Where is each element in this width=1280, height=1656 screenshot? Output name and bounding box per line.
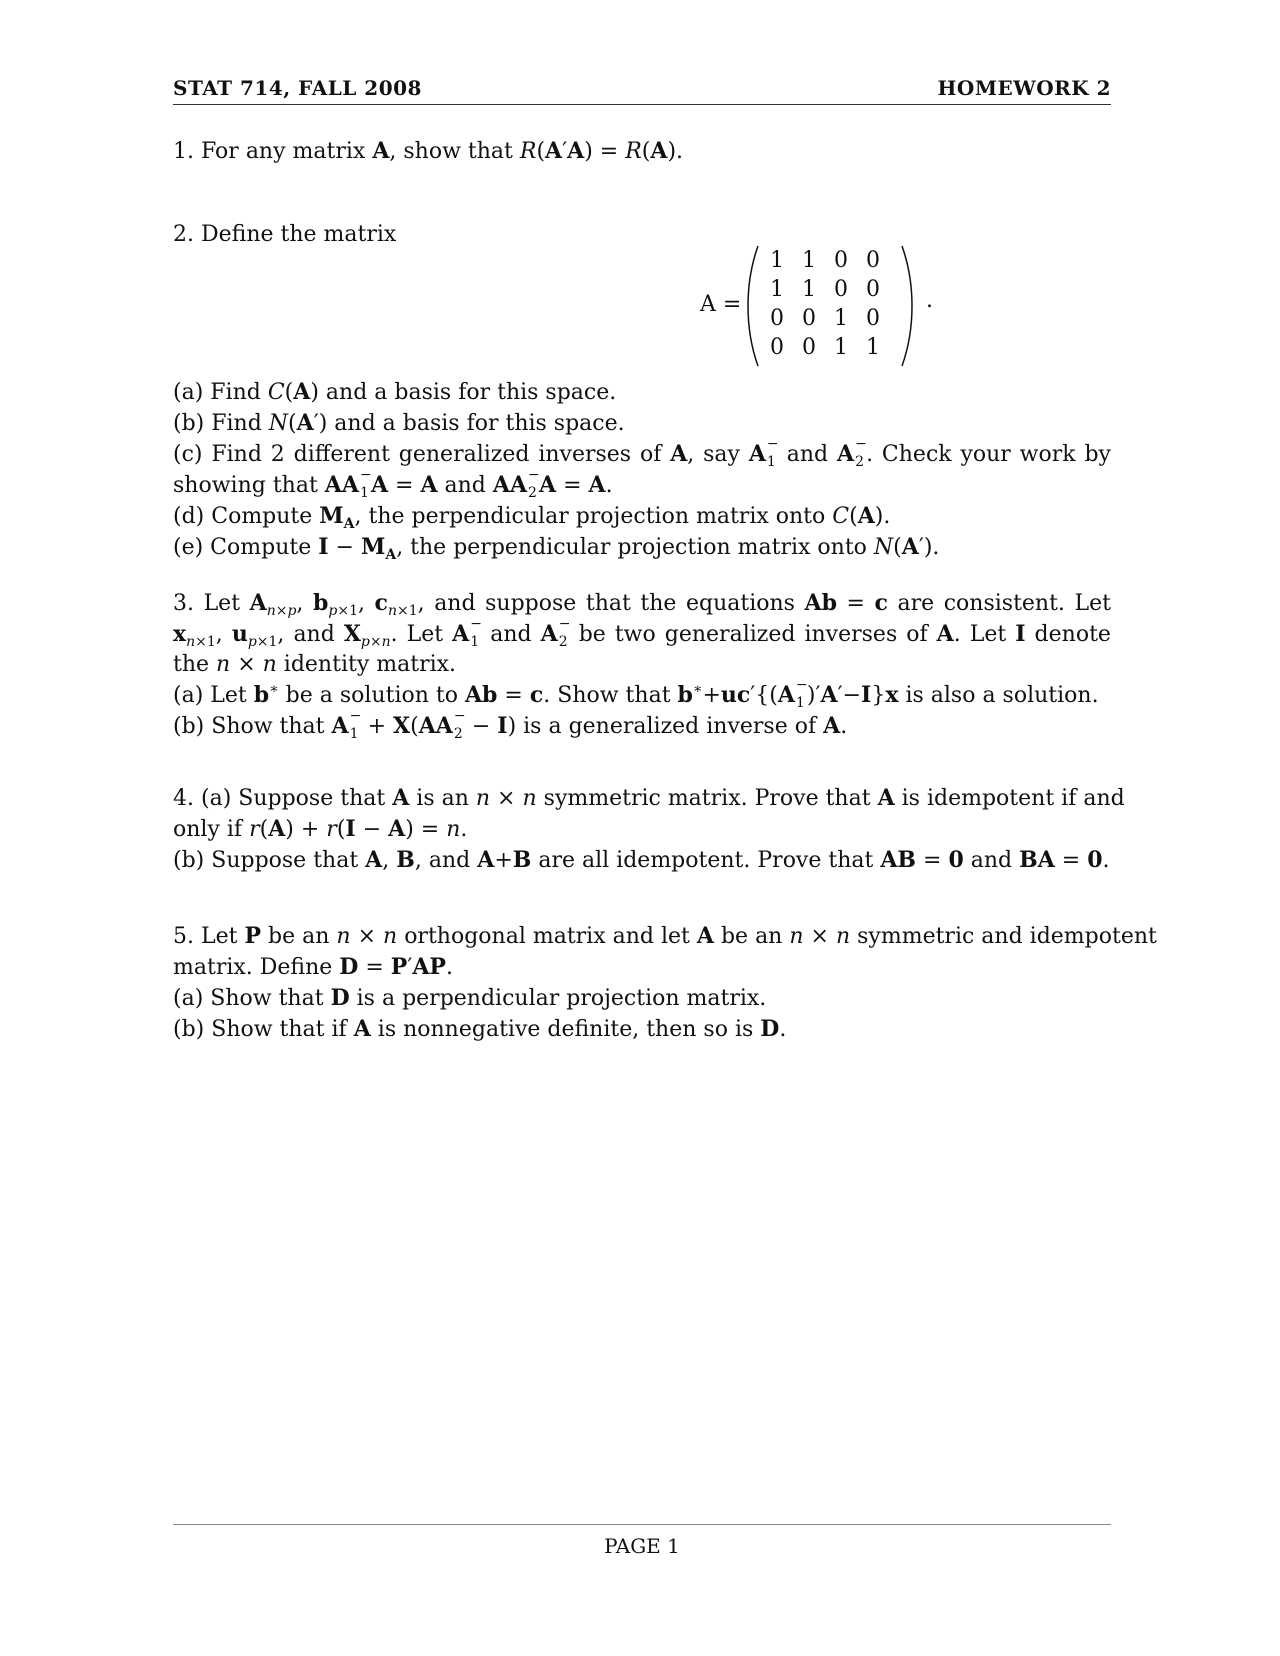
matrix-cell: 1 bbox=[834, 306, 848, 331]
matrix-cell: 1 bbox=[770, 248, 784, 273]
page-number: PAGE 1 bbox=[604, 1534, 680, 1558]
problem-2-parts bbox=[173, 377, 1111, 563]
matrix-row bbox=[761, 335, 891, 364]
page-header bbox=[173, 76, 1111, 105]
part-4b: (b) Suppose that A, B, and A+B are all idempotent. Prove that AB = 0 and BA = 0. bbox=[173, 847, 1110, 873]
left-paren-icon bbox=[746, 244, 760, 368]
problem-1: 1. For any matrix A, show that R(A′A) = R(A). bbox=[173, 138, 684, 164]
part-5b: (b) Show that if A is nonnegative definite, then so is D. bbox=[173, 1016, 787, 1042]
matrix-cell: 1 bbox=[770, 277, 784, 302]
matrix-cell: 0 bbox=[802, 335, 816, 360]
matrix-cell: 0 bbox=[834, 248, 848, 273]
part-2e: (e) Compute $I - M_A$, the perpendicular projection matrix onto N(A′). bbox=[173, 534, 940, 563]
matrix-cell: 0 bbox=[866, 248, 880, 273]
matrix-entries bbox=[761, 248, 891, 364]
matrix-row bbox=[761, 306, 891, 335]
problem-4: 4. (a) Suppose that A is an n × n symmetric matrix. Prove that A is idempotent if and only if r(A) + r(I − A) = n. (b) Suppose that A, B, and A+B are all idempotent. Prove that AB = 0 and BA = 0. bbox=[173, 783, 1111, 876]
matrix-cell: 0 bbox=[802, 306, 816, 331]
document-page: STAT 714, FALL 2008 HOMEWORK 2 1. For any matrix A, show that R(A′A) = R(A). 2. Define the matrix A = 1 1 0 0 1 1 0 0 0 0 1 0 0 0 1 1 . (a) Find C(A) and a basis for this space. (b) Find N(A′) and a basis for this space. (c) Find 2 different generalized inverses of A, say A − 1 and A − 2 . Check your work by showing that AA − 1 A = A and AA − 2 A = A. (d) Compute $M_A$, the perpendicular projection matrix onto C(A). (e) Compute $I - M_A$, the perpendicular projection matrix onto N(A′). 3. Let $A_{n\times p}$, $b_{p\times 1}$, $c_{n\times 1}$, and suppose that the equations Ab = c are consistent. Let $x_{n\times 1}$, $u_{p\times 1}$, and $X_{p\times n}$. Let A − 1 and A − 2 be two generalized inverses of A. Let I denote the n × n identity matrix. (a) Let b∗ be a solution to Ab = c. Show that b∗+uc′{(A − 1 )′A′−I}x is also a solution. (b) Show that A − 1 + X(AA − 2 − I) is a generalized inverse of A. 4. (a) Suppose that A is an n × n symmetric matrix. Prove that A is idempotent if and only if r(A) + r(I − A) = n. (b) Suppose that A, B, and A+B are all idempotent. Prove that AB = 0 and BA = 0. 5. Let P be an n × n orthogonal matrix and let A be an n × n symmetric and idempotent matrix. Define D = P′AP. (a) Show that D is a perpendicular projection matrix. (b) Show that if A is nonnegative definite, then so is D. PAGE 1 bbox=[173, 76, 1157, 1558]
matrix-cell: 0 bbox=[866, 277, 880, 302]
matrix-cell: 0 bbox=[770, 306, 784, 331]
matrix-row bbox=[761, 277, 891, 306]
problem-5: 5. Let P be an n × n orthogonal matrix and let A be an n × n symmetric and idempotent matrix. Define D = P′AP. (a) Show that D is a perpendicular projection matrix. (b) Show that if A is nonnegative definite, then so is D. bbox=[173, 921, 1111, 1045]
course-title: STAT 714, FALL 2008 bbox=[173, 76, 422, 100]
matrix-cell: 0 bbox=[866, 306, 880, 331]
problem-3: 3. Let $A_{n\times p}$, $b_{p\times 1}$, $c_{n\times 1}$, and suppose that the equations Ab = c are consistent. Let $x_{n\times 1}$, $u_{p\times 1}$, and $X_{p\times n}$. Let A − 1 and A − 2 be two generalized inverses of A. Let I denote the n × n identity matrix. (a) Let b∗ be a solution to Ab = c. Show that b∗+uc′{(A − 1 )′A′−I}x is also a solution. (b) Show that A − 1 + X(AA − 2 − I) is a generalized inverse of A. bbox=[173, 590, 1111, 742]
part-2c: (c) Find 2 different generalized inverses of A, say A − 1 and A − 2 . Check your work by bbox=[173, 436, 1111, 470]
part-2d: (d) Compute $M_A$, the perpendicular projection matrix onto C(A). bbox=[173, 503, 891, 532]
part-2a: (a) Find C(A) and a basis for this space. bbox=[173, 379, 617, 405]
problem-2: 2. Define the matrix bbox=[173, 222, 397, 247]
part-5a: (a) Show that D is a perpendicular projection matrix. bbox=[173, 985, 767, 1011]
matrix-cell: 1 bbox=[834, 335, 848, 360]
matrix-cell: 1 bbox=[802, 248, 816, 273]
part-3b: (b) Show that A − 1 + X(AA − 2 − I) is a generalized inverse of A. bbox=[173, 708, 848, 742]
part-2b: (b) Find N(A′) and a basis for this space. bbox=[173, 410, 625, 436]
part-3a: (a) Let b∗ be a solution to Ab = c. Show that b∗+uc′{(A − 1 )′A′−I}x is also a solution. bbox=[173, 677, 1099, 711]
matrix-cell: 0 bbox=[770, 335, 784, 360]
matrix-row bbox=[761, 248, 891, 277]
right-paren-icon bbox=[900, 244, 914, 368]
matrix-label: A = bbox=[700, 292, 742, 317]
matrix-cell: 0 bbox=[834, 277, 848, 302]
footer-rule bbox=[173, 1524, 1111, 1525]
homework-title: HOMEWORK 2 bbox=[937, 76, 1111, 100]
part-2c-cont: showing that AA − 1 A = A and AA − 2 A = A. bbox=[173, 467, 613, 501]
matrix-cell: 1 bbox=[866, 335, 880, 360]
matrix-cell: 1 bbox=[802, 277, 816, 302]
